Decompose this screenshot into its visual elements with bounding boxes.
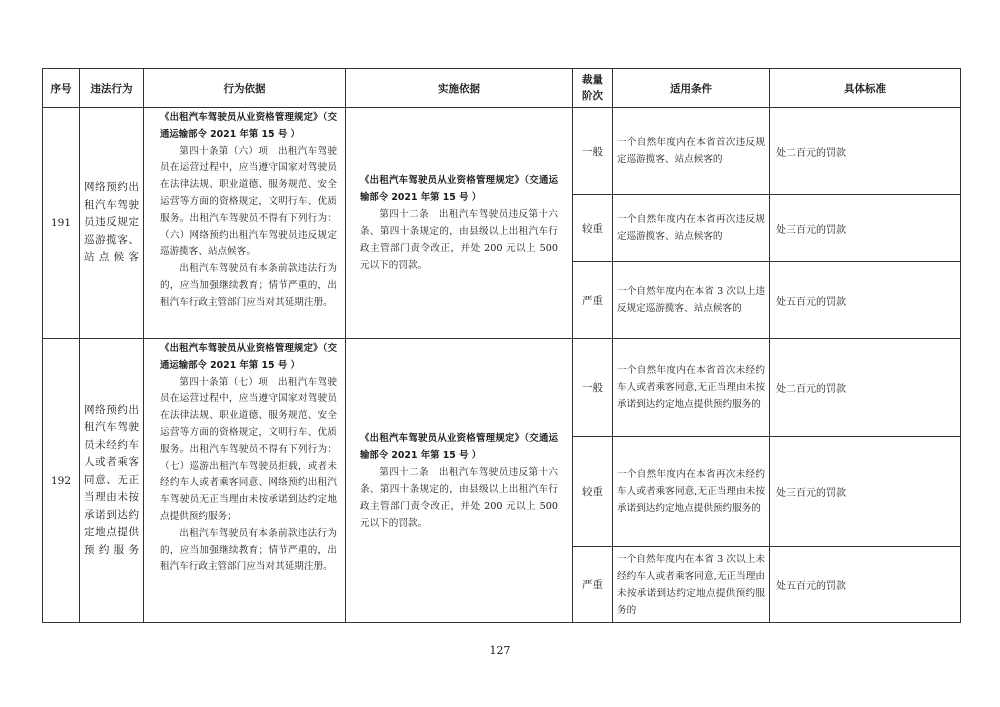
condition-cell: 一个自然年度内在本省再次违反规定巡游揽客、站点候客的	[613, 195, 770, 262]
condition-cell: 一个自然年度内在本省首次违反规定巡游揽客、站点候客的	[613, 108, 770, 195]
header-basis: 行为依据	[144, 69, 346, 108]
implementation-cell	[346, 339, 573, 623]
header-seq: 序号	[43, 69, 80, 108]
condition-cell: 一个自然年度内在本省 3 次以上未经约车人或者乘客同意,无正当理由未按承诺到达约定地点提供预约服务的	[613, 547, 770, 623]
standard-cell: 处三百元的罚款	[770, 195, 961, 262]
header-standard: 具体标准	[770, 69, 961, 108]
level-cell: 一般	[573, 339, 613, 437]
condition-cell: 一个自然年度内在本省首次未经约车人或者乘客同意,无正当理由未按承诺到达约定地点提供预约服务的	[613, 339, 770, 437]
standard-cell: 处二百元的罚款	[770, 339, 961, 437]
condition-cell: 一个自然年度内在本省再次未经约车人或者乘客同意,无正当理由未按承诺到达约定地点提供预约服务的	[613, 437, 770, 547]
level-cell: 较重	[573, 437, 613, 547]
basis-paragraph: 出租汽车驾驶员有本条前款违法行为的，应当加强继续教育；情节严重的，出租汽车行政主管部门应当对其延期注册。	[160, 527, 337, 573]
level-cell: 一般	[573, 108, 613, 195]
implementation-text: 第四十二条 出租汽车驾驶员违反第十六条、第四十条规定的，由县级以上出租汽车行政主管部门责令改正，并处 200 元以上 500 元以下的罚款。	[360, 209, 558, 271]
level-cell: 严重	[573, 262, 613, 339]
level-cell: 严重	[573, 547, 613, 623]
implementation-text: 第四十二条 出租汽车驾驶员违反第十六条、第四十条规定的，由县级以上出租汽车行政主管部门责令改正，并处 200 元以上 500 元以下的罚款。	[360, 466, 558, 529]
basis-title: 《出租汽车驾驶员从业资格管理规定》（交通运输部令 2021 年第 15 号 ）	[160, 112, 337, 140]
row-seq: 192	[43, 339, 80, 623]
standard-cell: 处五百元的罚款	[770, 547, 961, 623]
implementation-title: 《出租汽车驾驶员从业资格管理规定》（交通运输部令 2021 年第 15 号 ）	[360, 175, 558, 203]
header-condition: 适用条件	[613, 69, 770, 108]
basis-title: 《出租汽车驾驶员从业资格管理规定》（交通运输部令 2021 年第 15 号 ）	[160, 343, 337, 371]
level-cell: 较重	[573, 195, 613, 262]
basis-paragraph: 出租汽车驾驶员有本条前款违法行为的，应当加强继续教育；情节严重的，出租汽车行政主管部门应当对其延期注册。	[160, 263, 337, 308]
standard-cell: 处二百元的罚款	[770, 108, 961, 195]
violation-cell: 网络预约出租汽车驾驶员违反规定巡游揽客、站点候客	[80, 108, 144, 339]
basis-cell	[144, 339, 346, 623]
header-implementation: 实施依据	[346, 69, 573, 108]
basis-paragraph: 第四十条第（七）项 出租汽车驾驶员在运营过程中，应当遵守国家对驾驶员在法律法规、职业道德、服务规范、安全运营等方面的资格规定，文明行车、优质服务。出租汽车驾驶员不得有下列行为：（七）巡游出租汽车驾驶员拒载，或者未经约车人或者乘客同意、网络预约出租汽车驾驶员无正当理由未按承诺到达约定地点提供预约服务；	[160, 376, 337, 522]
table-row	[43, 339, 961, 437]
basis-cell	[144, 108, 346, 339]
condition-cell: 一个自然年度内在本省 3 次以上违反规定巡游揽客、站点候客的	[613, 262, 770, 339]
row-seq: 191	[43, 108, 80, 339]
violation-cell: 网络预约出租汽车驾驶员未经约车人或者乘客同意、无正当理由未按承诺到达约定地点提供预约服务	[80, 339, 144, 623]
standard-cell: 处五百元的罚款	[770, 262, 961, 339]
implementation-title: 《出租汽车驾驶员从业资格管理规定》（交通运输部令 2021 年第 15 号 ）	[360, 432, 558, 461]
basis-paragraph: 第四十条第（六）项 出租汽车驾驶员在运营过程中，应当遵守国家对驾驶员在法律法规、职业道德、服务规范、安全运营等方面的资格规定，文明行车、优质服务。出租汽车驾驶员不得有下列行为：（六）网络预约出租汽车驾驶员违反规定巡游揽客、站点候客。	[160, 145, 337, 258]
header-level: 裁量阶次	[573, 69, 613, 108]
header-violation: 违法行为	[80, 69, 144, 108]
table-row	[43, 108, 961, 195]
header-row	[43, 69, 961, 108]
penalty-discretion-table	[42, 68, 961, 623]
implementation-cell	[346, 108, 573, 339]
page-number: 127	[489, 644, 511, 657]
standard-cell: 处三百元的罚款	[770, 437, 961, 547]
